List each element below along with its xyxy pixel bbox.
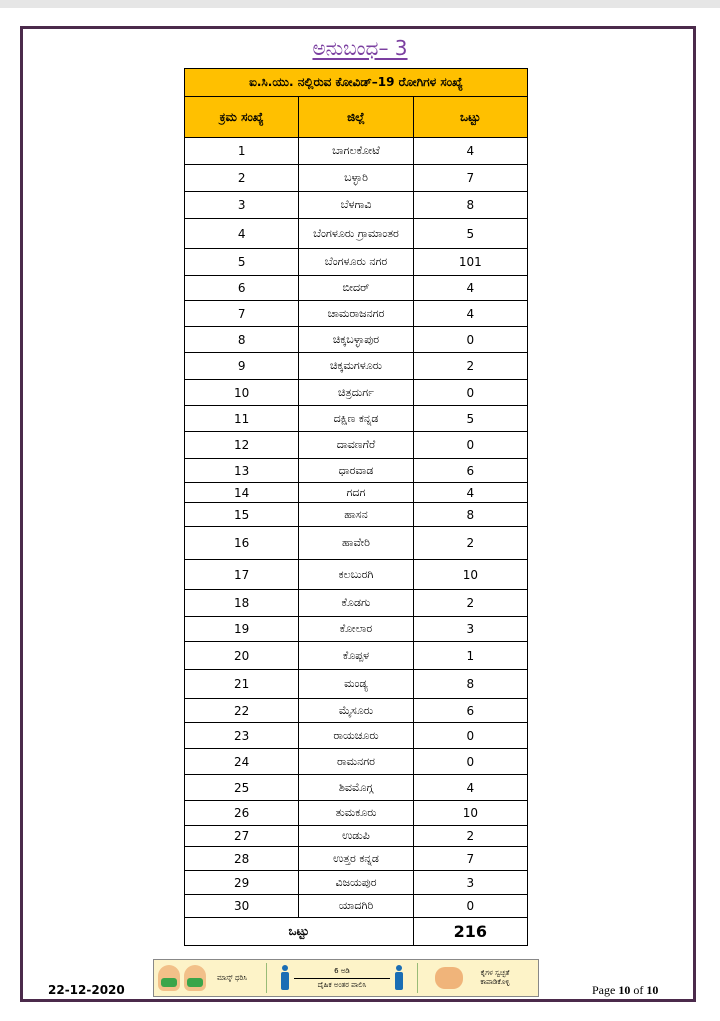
row-serial: 26	[185, 801, 299, 826]
row-district: ಉಡುಪಿ	[299, 826, 413, 847]
masked-face-icon	[158, 965, 180, 991]
row-count: 0	[413, 327, 527, 353]
table-row	[185, 826, 528, 847]
row-serial: 21	[185, 670, 299, 699]
row-count: 1	[413, 642, 527, 670]
table-row	[185, 459, 528, 483]
hands-text: ಕೈಗಳ ಸ್ವಚ್ಛತೆ ಕಾಪಾಡಿಕೊಳ್ಳಿ	[480, 969, 510, 986]
row-serial: 20	[185, 642, 299, 670]
row-district: ವಿಜಯಪುರ	[299, 871, 413, 895]
table-row	[185, 723, 528, 749]
row-count: 4	[413, 775, 527, 801]
row-count: 0	[413, 380, 527, 406]
row-district: ರಾಮನಗರ	[299, 749, 413, 775]
table-row	[185, 483, 528, 503]
distance-arrow-icon	[294, 978, 390, 979]
row-count: 5	[413, 406, 527, 432]
row-count: 7	[413, 165, 527, 192]
row-serial: 13	[185, 459, 299, 483]
table-row	[185, 380, 528, 406]
row-district: ಚಾಮರಾಜನಗರ	[299, 301, 413, 327]
row-district: ಯಾದಗಿರಿ	[299, 895, 413, 918]
row-district: ಗದಗ	[299, 483, 413, 503]
row-district: ರಾಯಚೂರು	[299, 723, 413, 749]
row-count: 4	[413, 301, 527, 327]
row-count: 6	[413, 459, 527, 483]
row-serial: 12	[185, 432, 299, 459]
table-row	[185, 560, 528, 590]
row-district: ಚಿಕ್ಕಮಗಳೂರು	[299, 353, 413, 380]
row-serial: 9	[185, 353, 299, 380]
row-district: ಶಿವಮೊಗ್ಗ	[299, 775, 413, 801]
table-row	[185, 527, 528, 560]
row-district: ಕೊಡಗು	[299, 590, 413, 617]
table-row	[185, 670, 528, 699]
distance-text: ದೈಹಿಕ ಅಂತರ ಪಾಲಿಸಿ	[317, 980, 367, 989]
row-count: 0	[413, 895, 527, 918]
row-serial: 10	[185, 380, 299, 406]
row-count: 6	[413, 699, 527, 723]
table-row	[185, 642, 528, 670]
masked-face-icon	[184, 965, 206, 991]
row-district: ಧಾರವಾಡ	[299, 459, 413, 483]
row-count: 3	[413, 871, 527, 895]
row-serial: 23	[185, 723, 299, 749]
row-count: 0	[413, 749, 527, 775]
row-serial: 24	[185, 749, 299, 775]
table-row	[185, 699, 528, 723]
row-district: ತುಮಕೂರು	[299, 801, 413, 826]
row-district: ಕೊಪ್ಪಳ	[299, 642, 413, 670]
row-district: ಬೆಂಗಳೂರು ನಗರ	[299, 249, 413, 276]
row-serial: 27	[185, 826, 299, 847]
row-district: ಹಾಸನ	[299, 503, 413, 527]
table-row	[185, 406, 528, 432]
row-district: ಉತ್ತರ ಕನ್ನಡ	[299, 847, 413, 871]
header-district: ಜಿಲ್ಲೆ	[299, 97, 413, 138]
row-serial: 5	[185, 249, 299, 276]
row-district: ಚಿಕ್ಕಬಳ್ಳಾಪುರ	[299, 327, 413, 353]
row-serial: 6	[185, 276, 299, 301]
row-serial: 15	[185, 503, 299, 527]
mask-text: ಮಾಸ್ಕ್ ಧರಿಸಿ	[217, 973, 247, 982]
table-title: ಐ.ಸಿ.ಯು. ನಲ್ಲಿರುವ ಕೋವಿಡ್–19 ರೋಗಿಗಳ ಸಂಖ್ಯೆ	[185, 69, 528, 97]
row-count: 0	[413, 432, 527, 459]
table-row	[185, 301, 528, 327]
hand-wash-icon	[435, 967, 463, 989]
row-district: ಮೈಸೂರು	[299, 699, 413, 723]
icu-table	[184, 68, 528, 946]
row-district: ಬಾಗಲಕೋಟೆ	[299, 138, 413, 165]
row-district: ಕೋಲಾರ	[299, 617, 413, 642]
person-icon	[280, 965, 290, 991]
row-serial: 1	[185, 138, 299, 165]
distance-value: 6 ಅಡಿ	[334, 966, 350, 975]
row-count: 8	[413, 670, 527, 699]
table-row	[185, 503, 528, 527]
row-count: 0	[413, 723, 527, 749]
row-district: ಬೆಂಗಳೂರು ಗ್ರಾಮಾಂತರ	[299, 219, 413, 249]
row-serial: 19	[185, 617, 299, 642]
row-serial: 22	[185, 699, 299, 723]
row-district: ಮಂಡ್ಯ	[299, 670, 413, 699]
table-row	[185, 353, 528, 380]
row-count: 2	[413, 590, 527, 617]
table-row	[185, 895, 528, 918]
row-district: ಚಿತ್ರದುರ್ಗ	[299, 380, 413, 406]
row-serial: 17	[185, 560, 299, 590]
table-row	[185, 165, 528, 192]
row-serial: 14	[185, 483, 299, 503]
row-serial: 28	[185, 847, 299, 871]
header-serial: ಕ್ರಮ ಸಂಖ್ಯೆ	[185, 97, 299, 138]
row-count: 2	[413, 353, 527, 380]
row-serial: 8	[185, 327, 299, 353]
table-row	[185, 192, 528, 219]
total-label: ಒಟ್ಟು	[185, 918, 414, 946]
table-row	[185, 276, 528, 301]
page-number: Page 10 of 10	[592, 983, 659, 997]
covid-safety-banner	[153, 959, 539, 997]
row-district: ದಾವಣಗೆರೆ	[299, 432, 413, 459]
table-row	[185, 432, 528, 459]
row-serial: 2	[185, 165, 299, 192]
table-row	[185, 847, 528, 871]
row-district: ಬೀದರ್	[299, 276, 413, 301]
row-serial: 29	[185, 871, 299, 895]
row-count: 4	[413, 483, 527, 503]
table-row	[185, 749, 528, 775]
row-serial: 7	[185, 301, 299, 327]
row-count: 10	[413, 560, 527, 590]
row-serial: 16	[185, 527, 299, 560]
table-row	[185, 801, 528, 826]
row-count: 7	[413, 847, 527, 871]
row-count: 2	[413, 527, 527, 560]
row-district: ಕಲಬುರಗಿ	[299, 560, 413, 590]
table-row	[185, 617, 528, 642]
row-district: ಬಳ್ಳಾರಿ	[299, 165, 413, 192]
row-count: 10	[413, 801, 527, 826]
row-district: ಬೆಳಗಾವಿ	[299, 192, 413, 219]
row-count: 101	[413, 249, 527, 276]
top-band	[0, 0, 720, 8]
table-row	[185, 327, 528, 353]
row-count: 5	[413, 219, 527, 249]
row-count: 4	[413, 138, 527, 165]
row-district: ಹಾವೇರಿ	[299, 527, 413, 560]
row-count: 4	[413, 276, 527, 301]
row-serial: 30	[185, 895, 299, 918]
table-row	[185, 249, 528, 276]
row-count: 8	[413, 192, 527, 219]
row-serial: 11	[185, 406, 299, 432]
header-total: ಒಟ್ಟು	[413, 97, 527, 138]
row-serial: 4	[185, 219, 299, 249]
table-row	[185, 871, 528, 895]
document-date: 22-12-2020	[48, 983, 125, 997]
row-serial: 25	[185, 775, 299, 801]
row-count: 2	[413, 826, 527, 847]
row-district: ದಕ್ಷಿಣ ಕನ್ನಡ	[299, 406, 413, 432]
row-serial: 3	[185, 192, 299, 219]
person-icon	[394, 965, 404, 991]
row-serial: 18	[185, 590, 299, 617]
row-count: 8	[413, 503, 527, 527]
table-row	[185, 219, 528, 249]
table-row	[185, 590, 528, 617]
table-row	[185, 775, 528, 801]
annex-title: ಅನುಬಂಧ– 3	[312, 36, 408, 60]
table-row	[185, 138, 528, 165]
total-value: 216	[413, 918, 527, 946]
row-count: 3	[413, 617, 527, 642]
